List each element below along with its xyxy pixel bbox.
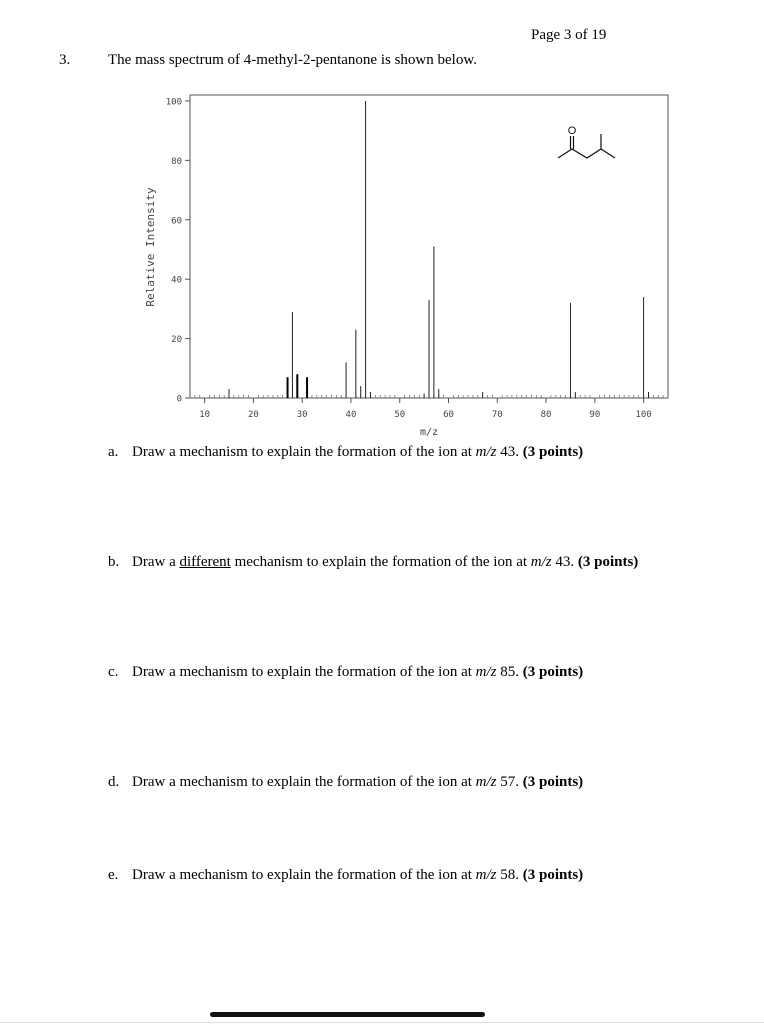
- part-c-mz: m/z: [475, 664, 497, 680]
- part-c-ion: 85.: [496, 664, 523, 680]
- part-d-letter: d.: [108, 774, 120, 790]
- y-tick-label: 0: [176, 394, 182, 405]
- part-b-ion: 43.: [551, 554, 578, 570]
- part-a-ion: 43.: [496, 444, 523, 460]
- part-a-mz: m/z: [475, 444, 497, 460]
- part-b-underlined-word: different: [179, 554, 231, 570]
- question-number: 3.: [59, 52, 71, 68]
- part-c: [108, 664, 583, 681]
- mass-spectrum-chart: [0, 0, 764, 450]
- part-e: [108, 867, 583, 884]
- part-a-letter: a.: [108, 444, 119, 460]
- y-axis-ticks: [166, 97, 190, 404]
- part-b: [108, 554, 638, 571]
- x-tick-label: 40: [345, 410, 357, 420]
- part-d-text: Draw a mechanism to explain the formation of the ion at: [132, 774, 476, 790]
- part-b-text-start: Draw a: [132, 554, 180, 570]
- part-b-letter: b.: [108, 554, 120, 570]
- part-b-mz: m/z: [530, 554, 552, 570]
- part-d-ion: 57.: [496, 774, 523, 790]
- y-axis-label: Relative Intensity: [144, 187, 157, 307]
- part-c-letter: c.: [108, 664, 119, 680]
- part-d: [108, 774, 583, 791]
- spectrum-peaks: [229, 101, 648, 398]
- part-a: [108, 444, 583, 461]
- x-tick-label: 60: [443, 410, 454, 420]
- y-tick-label: 40: [171, 275, 182, 286]
- part-e-mz: m/z: [475, 867, 497, 883]
- part-d-mz: m/z: [475, 774, 497, 790]
- molecule-structure-icon: [558, 134, 615, 158]
- x-tick-label: 70: [491, 410, 503, 420]
- page-number: Page 3 of 19: [531, 27, 607, 43]
- x-tick-label: 10: [199, 410, 211, 420]
- x-tick-label: 100: [635, 410, 652, 420]
- part-a-text: Draw a mechanism to explain the formation of the ion at: [132, 444, 476, 460]
- question-text: The mass spectrum of 4-methyl-2-pentanone is shown below.: [108, 52, 477, 68]
- part-b-text-mid: mechanism to explain the formation of the ion at: [230, 554, 531, 570]
- part-e-letter: e.: [108, 867, 119, 883]
- x-tick-label: 50: [394, 410, 406, 420]
- home-indicator[interactable]: [210, 1012, 485, 1017]
- part-d-points: (3 points): [522, 774, 584, 790]
- part-c-text: Draw a mechanism to explain the formation of the ion at: [132, 664, 476, 680]
- part-e-ion: 58.: [496, 867, 523, 883]
- part-a-points: (3 points): [522, 444, 584, 460]
- x-axis-label: m/z: [419, 427, 439, 438]
- x-axis-ticks: [199, 398, 652, 420]
- x-tick-label: 90: [589, 410, 601, 420]
- part-e-points: (3 points): [522, 867, 584, 883]
- y-tick-label: 20: [171, 335, 182, 346]
- y-tick-label: 60: [171, 216, 182, 227]
- x-tick-label: 30: [296, 410, 308, 420]
- part-b-points: (3 points): [577, 554, 639, 570]
- x-tick-label: 80: [540, 410, 552, 420]
- bottom-divider: [0, 1022, 764, 1023]
- y-tick-label: 100: [165, 97, 182, 108]
- oxygen-atom-label: O: [567, 125, 577, 137]
- part-c-points: (3 points): [522, 664, 584, 680]
- y-tick-label: 80: [171, 156, 182, 167]
- x-tick-label: 20: [247, 410, 259, 420]
- part-e-text: Draw a mechanism to explain the formation of the ion at: [132, 867, 476, 883]
